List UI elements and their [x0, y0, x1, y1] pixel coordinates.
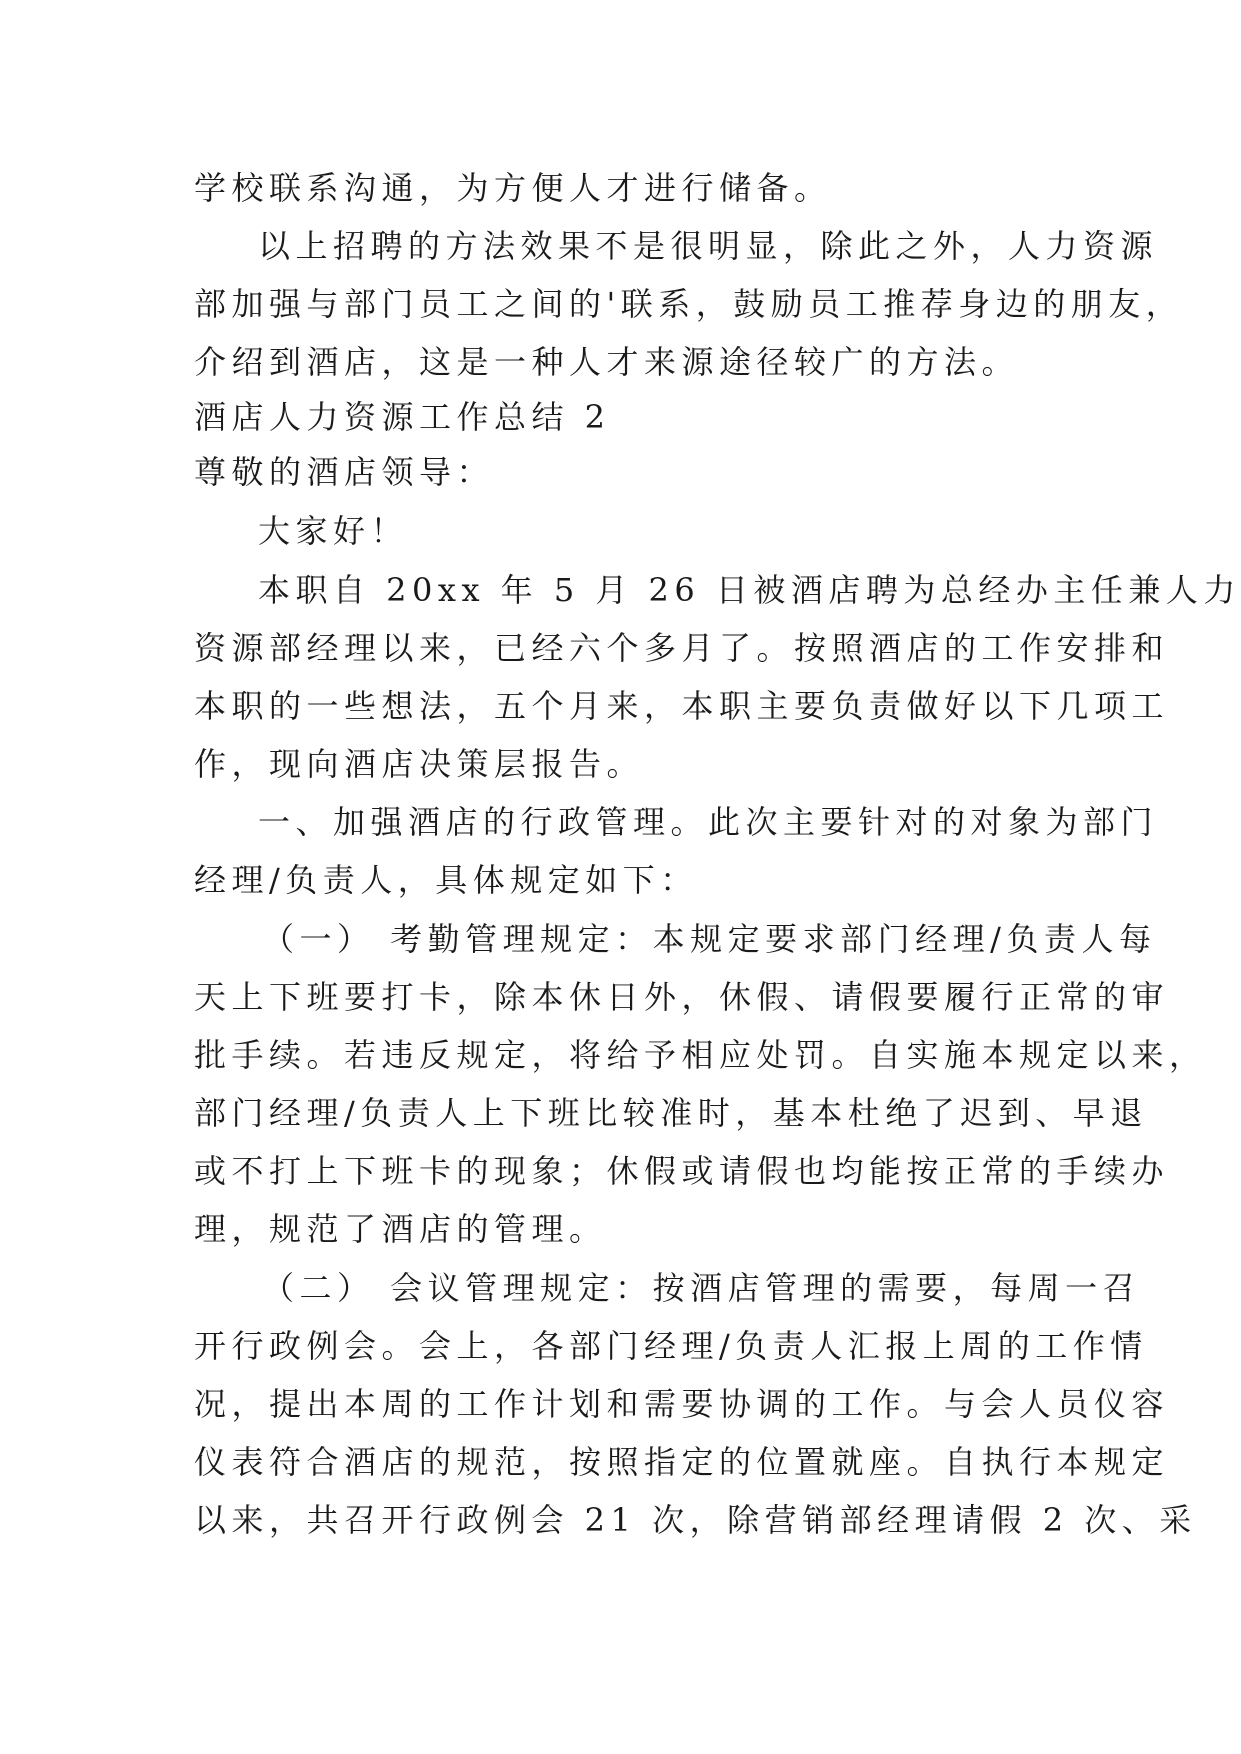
text-line: 本职自 20xx 年 5 月 26 日被酒店聘为总经办主任兼人力 [258, 571, 1241, 609]
text-line: 部门经理/负责人上下班比较准时，基本杜绝了迟到、早退 [194, 1094, 1148, 1132]
text-line: 仪表符合酒店的规范，按照指定的位置就座。自执行本规定 [194, 1443, 1170, 1481]
text-line: （一） 考勤管理规定：本规定要求部门经理/负责人每 [262, 920, 1157, 958]
text-line: 或不打上下班卡的现象；休假或请假也均能按正常的手续办 [194, 1152, 1170, 1190]
text-line: 天上下班要打卡，除本休日外，休假、请假要履行正常的审 [194, 978, 1170, 1016]
text-line: 学校联系沟通，为方便人才进行储备。 [194, 169, 832, 207]
text-line: 经理/负责人，具体规定如下： [194, 861, 698, 899]
text-line: 资源部经理以来，已经六个多月了。按照酒店的工作安排和 [194, 629, 1170, 667]
section-heading: 酒店人力资源工作总结 2 [194, 398, 611, 436]
text-line: 以来，共召开行政例会 21 次，除营销部经理请假 2 次、采 [194, 1501, 1197, 1539]
text-line: 理，规范了酒店的管理。 [194, 1210, 607, 1248]
text-line: 一、加强酒店的行政管理。此次主要针对的对象为部门 [258, 803, 1159, 841]
text-line: 以上招聘的方法效果不是很明显，除此之外，人力资源 [258, 227, 1159, 265]
text-line: 介绍到酒店，这是一种人才来源途径较广的方法。 [194, 343, 1020, 381]
text-line: 开行政例会。会上，各部门经理/负责人汇报上周的工作情 [194, 1327, 1148, 1365]
text-line: 批手续。若违反规定，将给予相应处罚。自实施本规定以来， [194, 1036, 1207, 1074]
text-line: （二） 会议管理规定：按酒店管理的需要，每周一召 [262, 1269, 1141, 1307]
text-line: 本职的一些想法，五个月来，本职主要负责做好以下几项工 [194, 687, 1170, 725]
text-line: 况，提出本周的工作计划和需要协调的工作。与会人员仪容 [194, 1385, 1170, 1423]
text-line: 部加强与部门员工之间的'联系，鼓励员工推荐身边的朋友， [194, 285, 1184, 323]
text-line: 作，现向酒店决策层报告。 [194, 745, 645, 783]
greeting: 大家好！ [258, 512, 409, 550]
salutation: 尊敬的酒店领导： [194, 453, 495, 491]
